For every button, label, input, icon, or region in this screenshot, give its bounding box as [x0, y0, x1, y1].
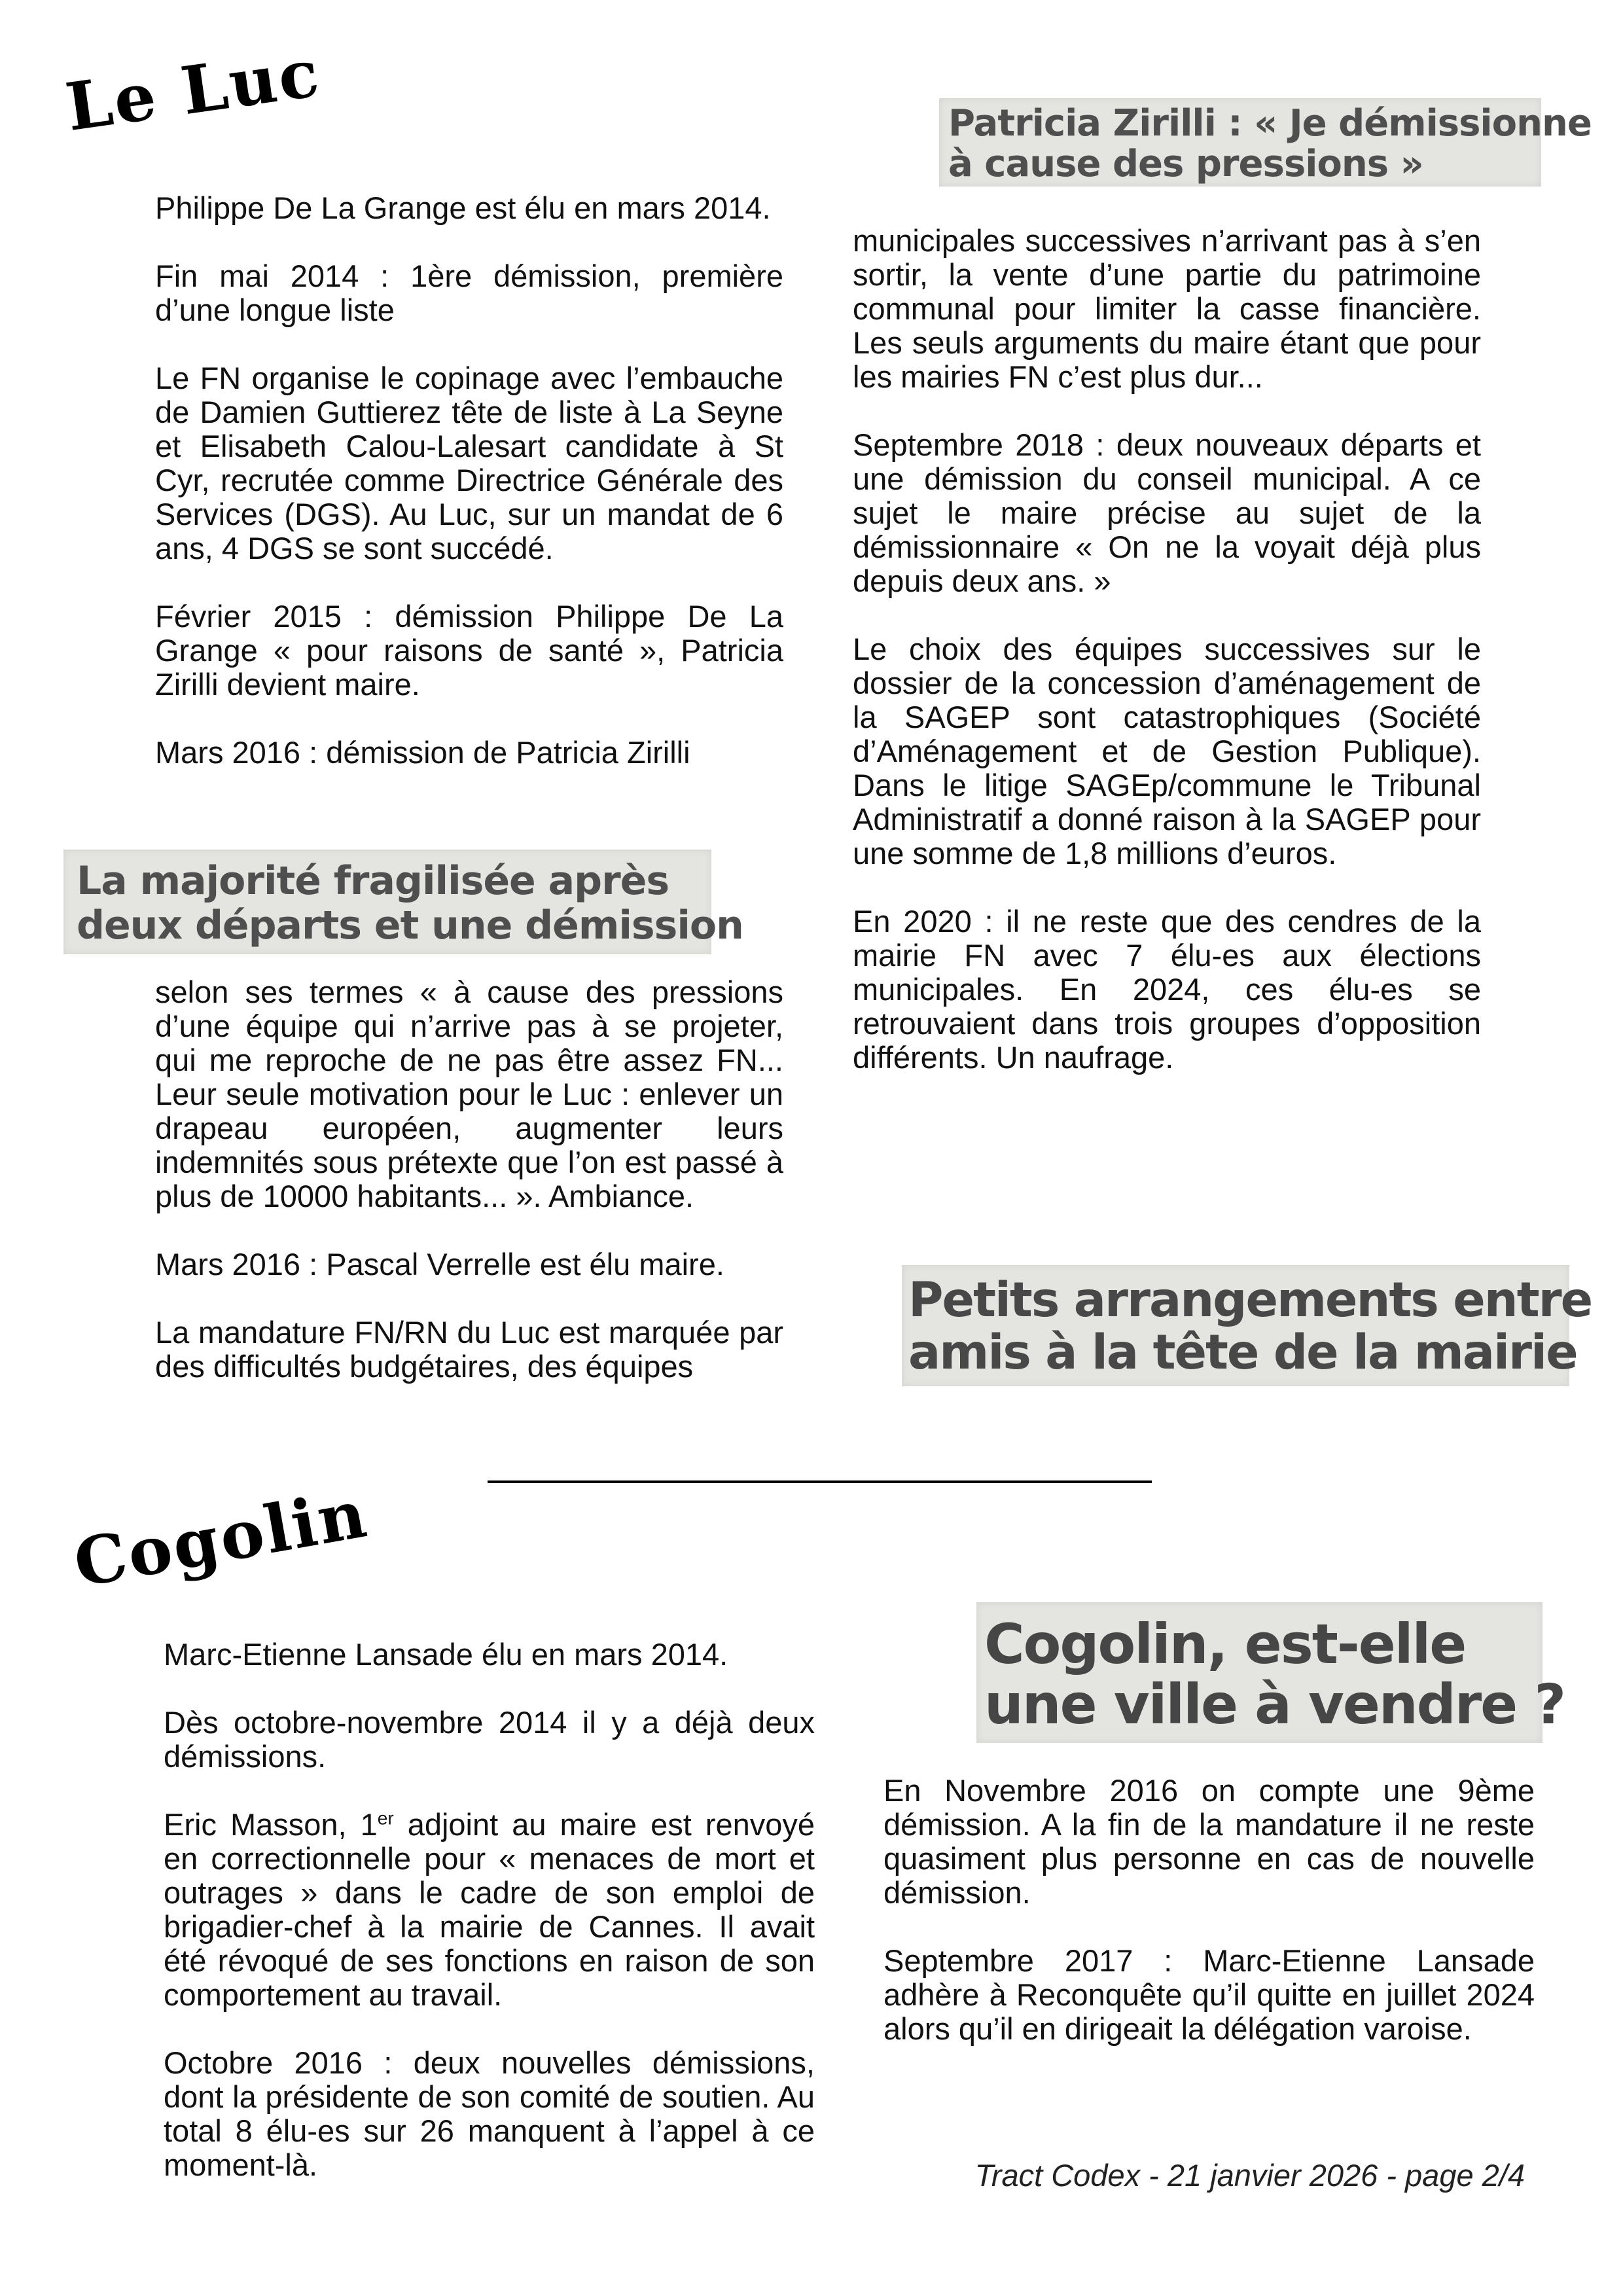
- clipping-line: amis à la tête de la mairie: [908, 1325, 1577, 1380]
- press-clipping-majorite-headline: [63, 850, 743, 954]
- section-title-cogolin: Cogolin: [68, 1475, 374, 1602]
- luc-left-column-bottom: [155, 975, 783, 1384]
- press-clipping-zirilli-headline: [939, 98, 1592, 187]
- paragraph: En Novembre 2016 on compte une 9ème démission. A la fin de la mandature il ne reste quasiment plus personne en cas de nouvelle démission.: [883, 1773, 1535, 1910]
- clipping-line: La majorité fragilisée après: [77, 858, 669, 904]
- paragraph: Mars 2016 : Pascal Verrelle est élu maire.: [155, 1247, 724, 1282]
- cogolin-right-column: [883, 1774, 1535, 2046]
- paragraph: Le choix des équipes successives sur le dossier de la concession d’aménagement de la SAGEP sont catastrophiques (Société d’Aménagement et de Gestion Publique). Dans le litige SAGEp/commune le Tribunal Administratif a donné raison à la SAGEP pour une somme de 1,8 millions d’euros.: [853, 632, 1481, 870]
- clipping-line: à cause des pressions »: [948, 143, 1423, 185]
- clipping-line: Petits arrangements entre: [908, 1272, 1592, 1328]
- paragraph: Le FN organise le copinage avec l’embauche de Damien Guttierez tête de liste à La Seyne et Elisabeth Calou-Lalesart candidate à St Cyr, recrutée comme Directrice Générale des Services (DGS). Au Luc, sur un mandat de 6 ans, 4 DGS se sont succédé.: [155, 361, 783, 565]
- paragraph: Mars 2016 : démission de Patricia Zirilli: [155, 735, 690, 770]
- clipping-line: Patricia Zirilli : « Je démissionne: [948, 102, 1592, 145]
- cogolin-left-column: [164, 1638, 815, 2182]
- paragraph: Septembre 2017 : Marc-Etienne Lansade adhère à Reconquête qu’il quitte en juillet 2024 alors qu’il en dirigeait la délégation varoise.: [883, 1943, 1535, 2046]
- luc-left-column-top: [155, 191, 783, 770]
- paragraph: Marc-Etienne Lansade élu en mars 2014.: [164, 1637, 728, 1672]
- clipping-line: une ville à vendre ?: [984, 1672, 1565, 1736]
- page-footer: Tract Codex - 21 janvier 2026 - page 2/4: [974, 2158, 1525, 2193]
- paragraph: Février 2015 : démission Philippe De La Grange « pour raisons de santé », Patricia Zirilli devient maire.: [155, 599, 783, 702]
- paragraph: Septembre 2018 : deux nouveaux départs et une démission du conseil municipal. A ce sujet le maire précise au sujet de la démissionnaire « On ne la voyait déjà plus depuis deux ans. »: [853, 427, 1481, 598]
- text-run: Eric Masson, 1: [164, 1807, 378, 1842]
- section-title-le-luc: Le Luc: [61, 33, 325, 146]
- paragraph: [164, 1808, 815, 2012]
- paragraph: selon ses termes « à cause des pressions d’une équipe qui n’arrive pas à se projeter, qui me reproche de ne pas être assez FN... Leur seule motivation pour le Luc : enlever un drapeau européen, augmenter leurs indemnités sous prétexte que l’on est passé à plus de 10000 habitants... ». Ambiance.: [155, 975, 783, 1213]
- paragraph: Philippe De La Grange est élu en mars 2014.: [155, 190, 771, 225]
- text-run: adjoint au maire est renvoyé en correctionnelle pour « menaces de mort et outrages » dans le cadre de son emploi de brigadier-chef à la mairie de Cannes. Il avait été révoqué de ses fonctions en raison de son comportement au travail.: [164, 1807, 815, 2012]
- paragraph: La mandature FN/RN du Luc est marquée par des difficultés budgétaires, des équipes: [155, 1315, 783, 1384]
- section-divider: [488, 1480, 1152, 1483]
- paragraph: Fin mai 2014 : 1ère démission, première d’une longue liste: [155, 259, 783, 327]
- luc-right-column: [853, 224, 1481, 1075]
- paragraph: En 2020 : il ne reste que des cendres de la mairie FN avec 7 élu-es aux élections municipales. En 2024, ces élu-es se retrouvaient dans trois groupes d’opposition différents. Un naufrage.: [853, 904, 1481, 1075]
- paragraph: Octobre 2016 : deux nouvelles démissions, dont la présidente de son comité de soutien. Au total 8 élu-es sur 26 manquent à l’appel à ce moment-là.: [164, 2045, 815, 2182]
- press-clipping-arrangements-headline: [902, 1265, 1592, 1386]
- paragraph: Dès octobre-novembre 2014 il y a déjà deux démissions.: [164, 1705, 815, 1774]
- paragraph: municipales successives n’arrivant pas à s’en sortir, la vente d’une partie du patrimoine communal pour limiter la casse financière. Les seuls arguments du maire étant que pour les mairies FN c’est plus dur...: [853, 223, 1481, 394]
- ordinal-superscript: er: [377, 1808, 394, 1829]
- clipping-line: deux départs et une démission: [77, 903, 743, 948]
- clipping-line: Cogolin, est-elle: [984, 1612, 1466, 1676]
- press-clipping-cogolin-headline: [976, 1602, 1565, 1743]
